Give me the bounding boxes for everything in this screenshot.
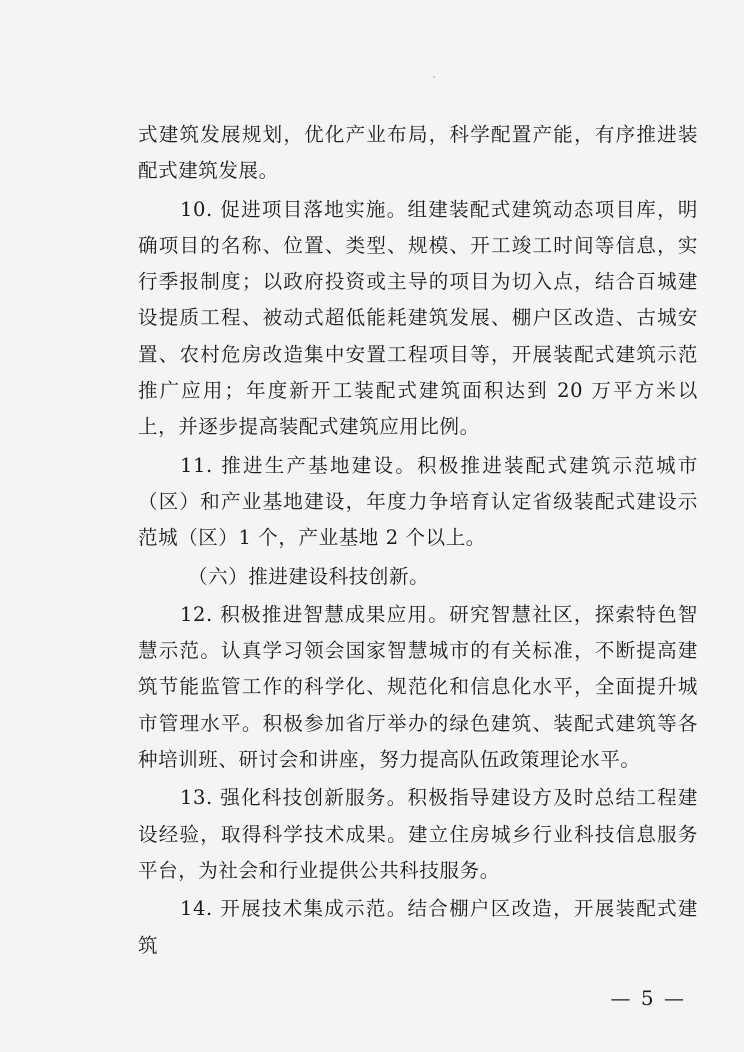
paragraph-item-10: 10. 促进项目落地实施。组建装配式建筑动态项目库，明确项目的名称、位置、类型、规模、开工竣工时间等信息，实行季报制度；以政府投资或主导的项目为切入点，结合百城建设提质工程、被动式超低能耗建筑发展、棚户区改造、古城安置、农村危房改造集中安置工程项目等，开展装配式建筑示范推广应用；年度新开工装配式建筑面积达到 20 万平方米以上，并逐步提高装配式建筑应用比例。 — [138, 197, 698, 439]
paragraph-item-11: 11. 推进生产基地建设。积极推进装配式建筑示范城市（区）和产业基地建设，年度力争培育认定省级装配式建设示范城（区）1 个，产业基地 2 个以上。 — [138, 453, 698, 550]
paragraph-continuation: 式建筑发展规划，优化产业布局，科学配置产能，有序推进装配式建筑发展。 — [138, 123, 698, 183]
scan-speck — [433, 76, 435, 78]
paragraph-item-12: 12. 积极推进智慧成果应用。研究智慧社区，探索特色智慧示范。认真学习领会国家智慧城市的有关标准，不断提高建筑节能监管工作的科学化、规范化和信息化水平，全面提升城市管理水平。积极参加省厅举办的绿色建筑、装配式建筑等各种培训班、研讨会和讲座，努力提高队伍政策理论水平。 — [138, 602, 698, 772]
paragraph-item-14: 14. 开展技术集成示范。结合棚户区改造，开展装配式建筑 — [138, 897, 698, 957]
paragraph-item-13: 13. 强化科技创新服务。积极指导建设方及时总结工程建设经验，取得科学技术成果。建立住房城乡行业科技信息服务平台，为社会和行业提供公共科技服务。 — [138, 786, 698, 882]
section-heading: （六）推进建设科技创新。 — [188, 564, 430, 588]
page-number: — 5 — — [610, 986, 686, 1010]
document-body — [138, 117, 698, 966]
